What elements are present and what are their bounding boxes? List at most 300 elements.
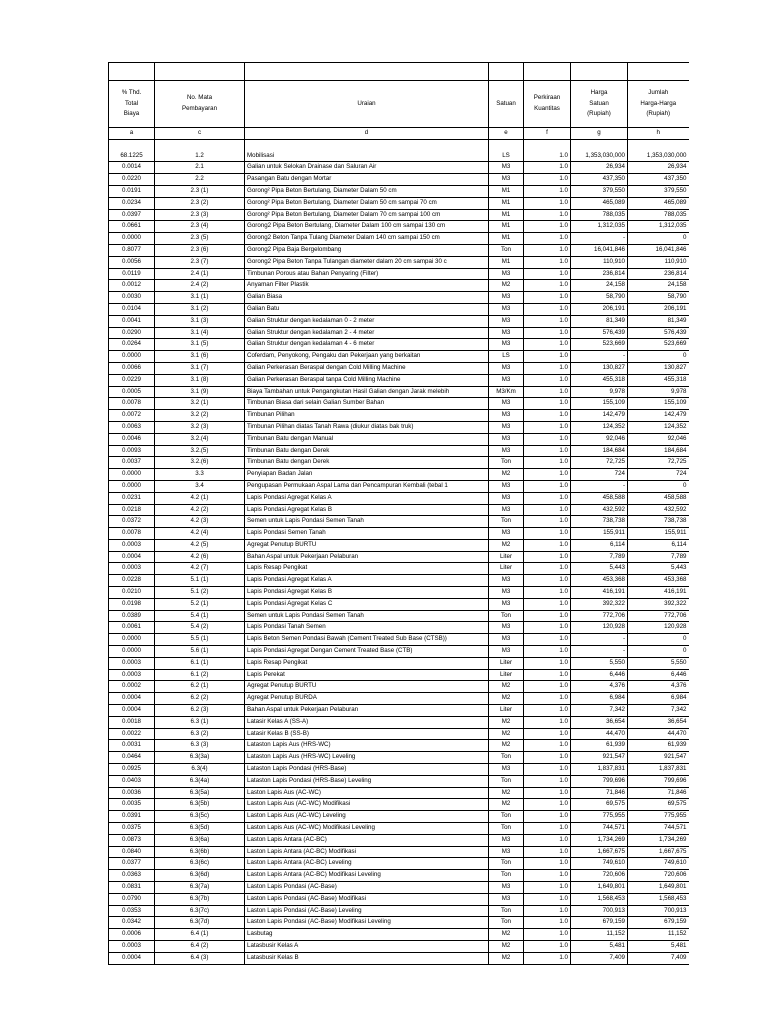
cell-unit: Ton: [489, 823, 524, 835]
cell-item-number: 5.6 (1): [155, 646, 245, 658]
table-row: [109, 834, 689, 846]
cell-item-number: 5.4 (2): [155, 622, 245, 634]
cell-pct-total-cost: 0.0046: [109, 433, 155, 445]
cell-unit: M2: [489, 952, 524, 964]
cell-pct-total-cost: 0.0831: [109, 882, 155, 894]
table-top-spacer: [109, 63, 689, 81]
cell-quantity: 1.0: [524, 893, 571, 905]
cell-total-price: 4,376: [628, 681, 689, 693]
cell-unit-price: 1,667,675: [571, 846, 628, 858]
cell-quantity: 1.0: [524, 303, 571, 315]
table-row: [109, 598, 689, 610]
cell-quantity: 1.0: [524, 870, 571, 882]
cell-unit: Ton: [489, 905, 524, 917]
cell-item-number: 3.1 (4): [155, 327, 245, 339]
cell-unit-price: 458,588: [571, 492, 628, 504]
cell-unit: Ton: [489, 858, 524, 870]
cell-description: Gorong² Pipa Beton Bertulang, Diameter Dalam 50 cm: [245, 185, 489, 197]
table-row: [109, 492, 689, 504]
cell-total-price: 24,158: [628, 280, 689, 292]
cell-total-price: 455,318: [628, 374, 689, 386]
cell-pct-total-cost: 0.0234: [109, 197, 155, 209]
cell-pct-total-cost: 0.0229: [109, 374, 155, 386]
cell-description: Gorong² Pipa Beton Bertulang, Diameter Dalam 70 cm sampai 100 cm: [245, 209, 489, 221]
cell-item-number: 3.3: [155, 469, 245, 481]
table-row: [109, 764, 689, 776]
cell-total-price: 1,734,269: [628, 834, 689, 846]
cell-unit: M3: [489, 445, 524, 457]
cell-total-price: 61,939: [628, 740, 689, 752]
table-row: [109, 634, 689, 646]
cell-pct-total-cost: 0.0003: [109, 539, 155, 551]
cell-description: Laston Lapis Antara (AC-BC) Modifikasi: [245, 846, 489, 858]
table-body: [109, 151, 689, 964]
cell-total-price: 1,568,453: [628, 893, 689, 905]
cell-item-number: 3.1 (6): [155, 351, 245, 363]
cell-pct-total-cost: 0.0056: [109, 256, 155, 268]
cell-unit: M3: [489, 480, 524, 492]
cell-unit: M2: [489, 693, 524, 705]
cell-quantity: 1.0: [524, 823, 571, 835]
cell-description: Gorong2 Beton Tanpa Tulang Diameter Dalam 140 cm sampai 150 cm: [245, 233, 489, 245]
cell-description: Agregat Penutup BURTU: [245, 539, 489, 551]
table-row: [109, 303, 689, 315]
cell-unit-price: 523,669: [571, 339, 628, 351]
cell-pct-total-cost: 0.0022: [109, 728, 155, 740]
cell-quantity: 1.0: [524, 752, 571, 764]
table-row: [109, 952, 689, 964]
cell-unit: M2: [489, 940, 524, 952]
cell-pct-total-cost: 0.0228: [109, 575, 155, 587]
table-row: [109, 516, 689, 528]
table-row: [109, 386, 689, 398]
cell-total-price: 720,606: [628, 870, 689, 882]
cell-pct-total-cost: 0.0078: [109, 398, 155, 410]
cell-unit: Liter: [489, 657, 524, 669]
cell-unit: Liter: [489, 669, 524, 681]
cell-unit: Ton: [489, 917, 524, 929]
cell-quantity: 1.0: [524, 669, 571, 681]
cell-description: Galian untuk Selokan Drainase dan Saluran Air: [245, 162, 489, 174]
cell-total-price: 738,738: [628, 516, 689, 528]
cell-total-price: 749,610: [628, 858, 689, 870]
cell-unit: M1: [489, 233, 524, 245]
cell-item-number: 6.2 (1): [155, 681, 245, 693]
cell-unit-price: 184,684: [571, 445, 628, 457]
cell-unit: M3: [489, 327, 524, 339]
header-line: Biaya: [123, 110, 140, 118]
cell-unit: M1: [489, 185, 524, 197]
cell-unit-price: 416,191: [571, 587, 628, 599]
cell-quantity: 1.0: [524, 952, 571, 964]
cell-pct-total-cost: 0.0037: [109, 457, 155, 469]
cell-description: Mobilisasi: [245, 151, 489, 162]
cell-quantity: 1.0: [524, 693, 571, 705]
cell-quantity: 1.0: [524, 811, 571, 823]
table-row: [109, 421, 689, 433]
cell-unit-price: 1,734,269: [571, 834, 628, 846]
cell-unit-price: 455,318: [571, 374, 628, 386]
cell-item-number: 2.3 (1): [155, 185, 245, 197]
cell-total-price: 155,911: [628, 528, 689, 540]
cell-quantity: 1.0: [524, 457, 571, 469]
cell-unit: M2: [489, 280, 524, 292]
cell-item-number: 4.2 (3): [155, 516, 245, 528]
cell-pct-total-cost: 0.0925: [109, 764, 155, 776]
table-row: [109, 292, 689, 304]
cell-unit-price: 6,984: [571, 693, 628, 705]
cell-description: Pengupasan Permukaan Aspal Lama dan Pencampuran Kembali (tebal 1: [245, 480, 489, 492]
cell-description: Gorong² Pipa Beton Bertulang, Diameter Dalam 50 cm sampai 70 cm: [245, 197, 489, 209]
cell-unit-price: 799,696: [571, 775, 628, 787]
cell-unit-price: 92,046: [571, 433, 628, 445]
cell-item-number: 2.1: [155, 162, 245, 174]
cell-quantity: 1.0: [524, 681, 571, 693]
cell-pct-total-cost: 0.0002: [109, 681, 155, 693]
cell-item-number: 6.3(5c): [155, 811, 245, 823]
cell-item-number: 6.1 (2): [155, 669, 245, 681]
cost-table: [108, 62, 689, 965]
cell-unit: M3: [489, 834, 524, 846]
table-row: [109, 315, 689, 327]
cell-unit-price: 110,910: [571, 256, 628, 268]
cell-item-number: 3.2 (1): [155, 398, 245, 410]
cell-unit-price: 24,158: [571, 280, 628, 292]
cell-unit: M3: [489, 374, 524, 386]
cell-description: Coferdam, Penyokong, Pengaku dan Pekerjaan yang berkaitan: [245, 351, 489, 363]
cell-total-price: 724: [628, 469, 689, 481]
table-row: [109, 610, 689, 622]
cell-total-price: 92,046: [628, 433, 689, 445]
cell-description: Laston Lapis Antara (AC-BC): [245, 834, 489, 846]
cell-description: Lapis Pondasi Semen Tanah: [245, 528, 489, 540]
cell-pct-total-cost: 0.0375: [109, 823, 155, 835]
cell-unit: M3: [489, 587, 524, 599]
cell-quantity: 1.0: [524, 622, 571, 634]
cell-unit-price: 775,955: [571, 811, 628, 823]
cell-pct-total-cost: 0.0377: [109, 858, 155, 870]
table-row: [109, 221, 689, 233]
cell-description: Lataston Lapis Aus (HRS-WC) Leveling: [245, 752, 489, 764]
cell-item-number: 5.4 (1): [155, 610, 245, 622]
cell-item-number: 6.4 (3): [155, 952, 245, 964]
table-row: [109, 362, 689, 374]
header-quantity: [524, 81, 571, 128]
cell-unit-price: 392,322: [571, 598, 628, 610]
cell-unit: M3: [489, 162, 524, 174]
table-row: [109, 905, 689, 917]
cell-pct-total-cost: 0.0873: [109, 834, 155, 846]
cell-description: Galian Struktur dengan kedalaman 2 - 4 meter: [245, 327, 489, 339]
cell-unit: M3: [489, 622, 524, 634]
cell-total-price: 206,191: [628, 303, 689, 315]
cell-unit-price: 1,837,831: [571, 764, 628, 776]
cell-item-number: 4.2 (1): [155, 492, 245, 504]
cell-description: Lapis Pondasi Tanah Semen: [245, 622, 489, 634]
cell-unit: Ton: [489, 244, 524, 256]
cell-unit: M2: [489, 740, 524, 752]
cell-total-price: 5,550: [628, 657, 689, 669]
cell-item-number: 4.2 (5): [155, 539, 245, 551]
table-row: [109, 823, 689, 835]
cell-total-price: 71,846: [628, 787, 689, 799]
cell-description: Galian Batu: [245, 303, 489, 315]
cell-pct-total-cost: 0.0063: [109, 421, 155, 433]
cell-total-price: 576,439: [628, 327, 689, 339]
cell-item-number: 1.2: [155, 151, 245, 162]
cell-quantity: 1.0: [524, 929, 571, 941]
cell-unit-price: 1,353,030,000: [571, 151, 628, 162]
cell-item-number: 4.2 (2): [155, 504, 245, 516]
cell-unit: M3: [489, 398, 524, 410]
cell-total-price: 392,322: [628, 598, 689, 610]
cell-item-number: 6.3(7d): [155, 917, 245, 929]
cell-unit-price: 749,610: [571, 858, 628, 870]
header-line: % Thd.: [121, 88, 142, 96]
header-total-price: [628, 81, 689, 128]
table-row: [109, 893, 689, 905]
cell-unit-price: 5,481: [571, 940, 628, 952]
cell-unit: M3: [489, 174, 524, 186]
cell-pct-total-cost: 0.0030: [109, 292, 155, 304]
cell-quantity: 1.0: [524, 799, 571, 811]
cell-unit: M3: [489, 575, 524, 587]
cell-total-price: 7,409: [628, 952, 689, 964]
cell-quantity: 1.0: [524, 834, 571, 846]
cell-item-number: 2.3 (4): [155, 221, 245, 233]
header-line: Uraian: [357, 99, 376, 107]
cell-quantity: 1.0: [524, 646, 571, 658]
cell-unit-price: -: [571, 646, 628, 658]
cell-total-price: 744,571: [628, 823, 689, 835]
cell-quantity: 1.0: [524, 292, 571, 304]
cell-total-price: 5,443: [628, 563, 689, 575]
table-row: [109, 693, 689, 705]
cell-item-number: 3.2 (3): [155, 421, 245, 433]
cell-unit: Liter: [489, 563, 524, 575]
cell-quantity: 1.0: [524, 256, 571, 268]
header-line: Perkiraan: [533, 94, 561, 102]
header-line: Jumlah: [648, 88, 669, 96]
cell-item-number: 6.3 (2): [155, 728, 245, 740]
cell-unit-price: 720,606: [571, 870, 628, 882]
cell-unit-price: 11,152: [571, 929, 628, 941]
cell-item-number: 2.3 (6): [155, 244, 245, 256]
cell-description: Penyiapan Badan Jalan: [245, 469, 489, 481]
header-description: [245, 81, 489, 128]
cell-description: Lapis Perekat: [245, 669, 489, 681]
cell-item-number: 6.1 (1): [155, 657, 245, 669]
cell-total-price: 1,649,801: [628, 882, 689, 894]
cell-unit: M3: [489, 315, 524, 327]
cell-description: Lapis Resap Pengikat: [245, 563, 489, 575]
cell-quantity: 1.0: [524, 233, 571, 245]
cell-unit: Ton: [489, 610, 524, 622]
column-letter: g: [571, 128, 628, 140]
table-row: [109, 563, 689, 575]
cell-item-number: 5.5 (1): [155, 634, 245, 646]
cell-total-price: 6,446: [628, 669, 689, 681]
cell-unit: M3: [489, 410, 524, 422]
cell-unit-price: -: [571, 351, 628, 363]
cell-description: Lasbutag: [245, 929, 489, 941]
cell-pct-total-cost: 0.0035: [109, 799, 155, 811]
cell-item-number: 6.3 (1): [155, 716, 245, 728]
cell-description: Galian Struktur dengan kedalaman 4 - 6 meter: [245, 339, 489, 351]
cell-quantity: 1.0: [524, 563, 571, 575]
cell-pct-total-cost: 0.0000: [109, 469, 155, 481]
cell-pct-total-cost: 0.0093: [109, 445, 155, 457]
cell-unit-price: 7,409: [571, 952, 628, 964]
cell-pct-total-cost: 0.0464: [109, 752, 155, 764]
cell-total-price: 453,368: [628, 575, 689, 587]
cell-pct-total-cost: 0.0290: [109, 327, 155, 339]
table-row: [109, 374, 689, 386]
cell-unit-price: -: [571, 233, 628, 245]
cell-total-price: 7,789: [628, 551, 689, 563]
cell-quantity: 1.0: [524, 917, 571, 929]
cell-item-number: 5.1 (1): [155, 575, 245, 587]
cell-unit-price: 155,911: [571, 528, 628, 540]
table-row: [109, 929, 689, 941]
cell-unit: LS: [489, 151, 524, 162]
cell-item-number: 6.2 (3): [155, 705, 245, 717]
cell-item-number: 3.1 (5): [155, 339, 245, 351]
table-row: [109, 351, 689, 363]
column-letter: c: [155, 128, 245, 140]
cell-pct-total-cost: 0.0397: [109, 209, 155, 221]
cell-pct-total-cost: 0.0363: [109, 870, 155, 882]
cell-total-price: 679,159: [628, 917, 689, 929]
cell-item-number: 6.3(5b): [155, 799, 245, 811]
cell-item-number: 5.2 (1): [155, 598, 245, 610]
table-row: [109, 151, 689, 162]
cell-quantity: 1.0: [524, 327, 571, 339]
cell-pct-total-cost: 0.0661: [109, 221, 155, 233]
cell-unit-price: 379,550: [571, 185, 628, 197]
column-letter: f: [524, 128, 571, 140]
cell-total-price: 0: [628, 634, 689, 646]
cell-unit: M3: [489, 292, 524, 304]
table-row: [109, 752, 689, 764]
cell-item-number: 6.3(6a): [155, 834, 245, 846]
table-row: [109, 870, 689, 882]
cell-description: Laston Lapis Pondasi (AC-Base): [245, 882, 489, 894]
cell-description: Laston Lapis Antara (AC-BC) Leveling: [245, 858, 489, 870]
cell-description: Laston Lapis Pondasi (AC-Base) Modifikasi Leveling: [245, 917, 489, 929]
table-row: [109, 940, 689, 952]
cell-description: Gorong2 Pipa Beton Bertulang, Diameter Dalam 100 cm sampai 130 cm: [245, 221, 489, 233]
cell-item-number: 6.3(6b): [155, 846, 245, 858]
cell-unit-price: 72,725: [571, 457, 628, 469]
cell-total-price: 142,479: [628, 410, 689, 422]
cell-total-price: 36,654: [628, 716, 689, 728]
header-line: Harga-Harga: [640, 99, 677, 107]
cell-unit: M3: [489, 433, 524, 445]
cell-quantity: 1.0: [524, 351, 571, 363]
column-letter-row: [109, 128, 689, 140]
cell-item-number: 2.3 (2): [155, 197, 245, 209]
cell-unit-price: 744,571: [571, 823, 628, 835]
cell-pct-total-cost: 0.0264: [109, 339, 155, 351]
cell-unit-price: 44,470: [571, 728, 628, 740]
cell-unit-price: 26,934: [571, 162, 628, 174]
cell-pct-total-cost: 0.0031: [109, 740, 155, 752]
cell-item-number: 6.3(7a): [155, 882, 245, 894]
cell-unit: M3: [489, 303, 524, 315]
header-line: Satuan: [496, 99, 516, 107]
header-line: Harga: [590, 88, 608, 96]
cell-total-price: 458,588: [628, 492, 689, 504]
table-row: [109, 681, 689, 693]
cell-quantity: 1.0: [524, 185, 571, 197]
cell-item-number: 3.2.(4): [155, 433, 245, 445]
cell-pct-total-cost: 0.0061: [109, 622, 155, 634]
cell-unit: M2: [489, 799, 524, 811]
cell-unit: M2: [489, 681, 524, 693]
cell-description: Lapis Pondasi Agregat Kelas A: [245, 492, 489, 504]
table-row: [109, 327, 689, 339]
table-row: [109, 433, 689, 445]
cell-pct-total-cost: 0.0041: [109, 315, 155, 327]
cell-unit: M3: [489, 634, 524, 646]
table-row: [109, 268, 689, 280]
cell-unit-price: 236,814: [571, 268, 628, 280]
cell-unit-price: 4,376: [571, 681, 628, 693]
cell-item-number: 4.2 (7): [155, 563, 245, 575]
cell-item-number: 3.1 (9): [155, 386, 245, 398]
cell-description: Timbunan Batu dengan Derek: [245, 445, 489, 457]
cell-unit-price: 206,191: [571, 303, 628, 315]
cell-total-price: 7,342: [628, 705, 689, 717]
cell-pct-total-cost: 0.0003: [109, 669, 155, 681]
cell-item-number: 4.2 (6): [155, 551, 245, 563]
cell-item-number: 6.3 (3): [155, 740, 245, 752]
table-row: [109, 669, 689, 681]
cell-description: Galian Perkerasan Beraspal tanpa Cold Milling Machine: [245, 374, 489, 386]
cell-quantity: 1.0: [524, 846, 571, 858]
cell-quantity: 1.0: [524, 551, 571, 563]
cell-description: Galian Biasa: [245, 292, 489, 304]
cell-quantity: 1.0: [524, 362, 571, 374]
cell-pct-total-cost: 0.0036: [109, 787, 155, 799]
cell-pct-total-cost: 0.0790: [109, 893, 155, 905]
cell-pct-total-cost: 0.0000: [109, 233, 155, 245]
cell-unit: M3: [489, 846, 524, 858]
cell-total-price: 0: [628, 351, 689, 363]
cell-unit-price: 61,939: [571, 740, 628, 752]
table-row: [109, 775, 689, 787]
cell-quantity: 1.0: [524, 492, 571, 504]
cell-unit-price: 921,547: [571, 752, 628, 764]
cell-total-price: 26,934: [628, 162, 689, 174]
header-line: No. Mata: [186, 94, 213, 102]
cell-unit: M3: [489, 268, 524, 280]
cell-item-number: 2.3 (7): [155, 256, 245, 268]
cell-unit: M2: [489, 469, 524, 481]
cell-quantity: 1.0: [524, 280, 571, 292]
header-pct-total-cost: [109, 81, 155, 128]
cell-quantity: 1.0: [524, 882, 571, 894]
cell-quantity: 1.0: [524, 339, 571, 351]
cell-description: Galian Perkerasan Beraspal dengan Cold Milling Machine: [245, 362, 489, 374]
cell-item-number: 3.1 (8): [155, 374, 245, 386]
cell-unit: Ton: [489, 870, 524, 882]
cell-pct-total-cost: 0.0372: [109, 516, 155, 528]
cell-unit-price: 36,654: [571, 716, 628, 728]
cell-unit-price: 7,342: [571, 705, 628, 717]
cell-pct-total-cost: 0.0840: [109, 846, 155, 858]
